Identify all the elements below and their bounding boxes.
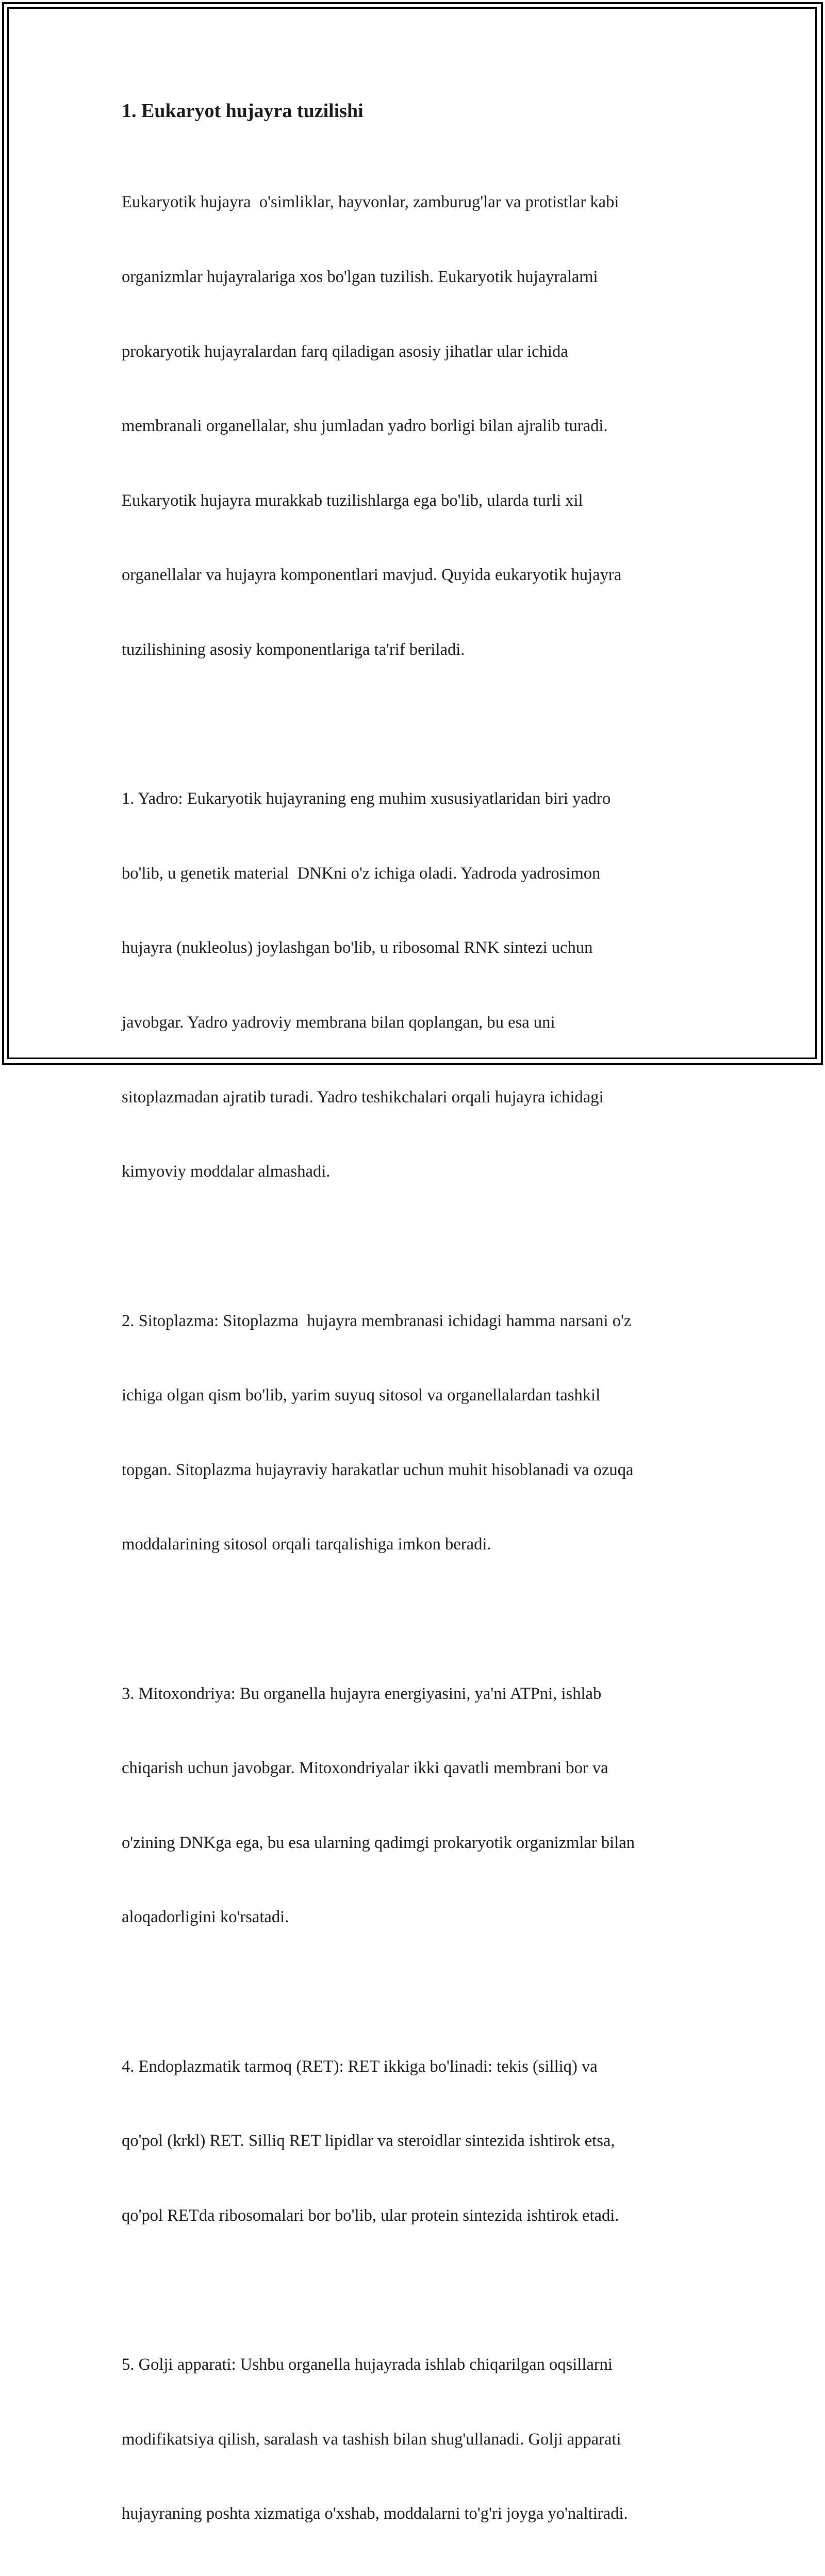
text-line: 5. Golji apparati: Ushbu organella hujayrada ishlab chiqarilgan oqsillarni: [122, 2355, 613, 2374]
text-line: modifikatsiya qilish, saralash va tashish bilan shug'ullanadi. Golji apparati: [122, 2430, 621, 2449]
text-line: ichiga olgan qism bo'lib, yarim suyuq sitosol va organellalardan tashkil: [122, 1386, 601, 1405]
text-line: prokaryotik hujayralardan farq qiladigan asosiy jihatlar ular ichida: [122, 342, 568, 361]
paragraph-spacer: [122, 1979, 704, 2004]
section-sitoplazma: [122, 1259, 704, 1607]
section-mitoxondriya: [122, 1631, 704, 1979]
text-line: hujayra (nukleolus) joylashgan bo'lib, u ribosomal RNK sintezi uchun: [122, 938, 593, 957]
paragraph-spacer: [122, 1607, 704, 1631]
text-line: Eukaryotik hujayra murakkab tuzilishlarga ega bo'lib, ularda turli xil: [122, 491, 583, 510]
text-line: 4. Endoplazmatik tarmoq (RET): RET ikkiga bo'linadi: tekis (silliq) va: [122, 2057, 598, 2076]
text-line: 3. Mitoxondriya: Bu organella hujayra energiyasini, ya'ni ATPni, ishlab: [122, 1684, 602, 1703]
text-line: 1. Yadro: Eukaryotik hujayraning eng muhim xususiyatlaridan biri yadro: [122, 789, 611, 808]
paragraph-spacer: [122, 1234, 704, 1259]
intro-paragraph: [122, 140, 704, 712]
text-line: qo'pol RETda ribosomalari bor bo'lib, ular protein sintezida ishtirok etadi.: [122, 2206, 619, 2225]
document-body: [122, 96, 704, 2576]
section-yadro: [122, 737, 704, 1234]
text-line: kimyoviy moddalar almashadi.: [122, 1162, 331, 1181]
text-line: hujayraning poshta xizmatiga o'xshab, moddalarni to'g'ri joyga yo'naltiradi.: [122, 2504, 628, 2523]
text-line: moddalarining sitosol orqali tarqalishiga imkon beradi.: [122, 1535, 491, 1554]
text-line: chiqarish uchun javobgar. Mitoxondriyalar ikki qavatli membrani bor va: [122, 1759, 608, 1778]
text-line: Eukaryotik hujayra o'simliklar, hayvonlar, zamburug'lar va protistlar kabi: [122, 193, 619, 212]
document-title: 1. Eukaryot hujayra tuzilishi: [122, 100, 364, 122]
text-line: javobgar. Yadro yadroviy membrana bilan qoplangan, bu esa uni: [122, 1013, 555, 1032]
text-line: qo'pol (krkl) RET. Silliq RET lipidlar va steroidlar sintezida ishtirok etsa,: [122, 2132, 615, 2151]
paragraph-spacer: [122, 712, 704, 737]
text-line: o'zining DNKga ega, bu esa ularning qadimgi prokaryotik organizmlar bilan: [122, 1833, 635, 1852]
section-golji-apparati: [122, 2303, 704, 2576]
text-line: organellalar va hujayra komponentlari mavjud. Quyida eukaryotik hujayra: [122, 566, 622, 585]
paragraph-spacer: [122, 2277, 704, 2302]
text-line: membranali organellalar, shu jumladan yadro borligi bilan ajralib turadi.: [122, 417, 608, 436]
text-line: organizmlar hujayralariga xos bo'lgan tuzilish. Eukaryotik hujayralarni: [122, 268, 598, 287]
text-line: 2. Sitoplazma: Sitoplazma hujayra membranasi ichidagi hamma narsani o'z: [122, 1311, 632, 1330]
text-line: bo'lib, u genetik material DNKni o'z ichiga oladi. Yadroda yadrosimon: [122, 864, 601, 883]
section-endoplazmatik-tarmoq: [122, 2004, 704, 2277]
text-line: aloqadorligini ko'rsatadi.: [122, 1908, 289, 1927]
text-line: sitoplazmadan ajratib turadi. Yadro teshikchalari orqali hujayra ichidagi: [122, 1087, 604, 1107]
text-line: topgan. Sitoplazma hujayraviy harakatlar uchun muhit hisoblanadi va ozuqa: [122, 1460, 634, 1479]
text-line: tuzilishining asosiy komponentlariga ta'rif beriladi.: [122, 640, 465, 659]
